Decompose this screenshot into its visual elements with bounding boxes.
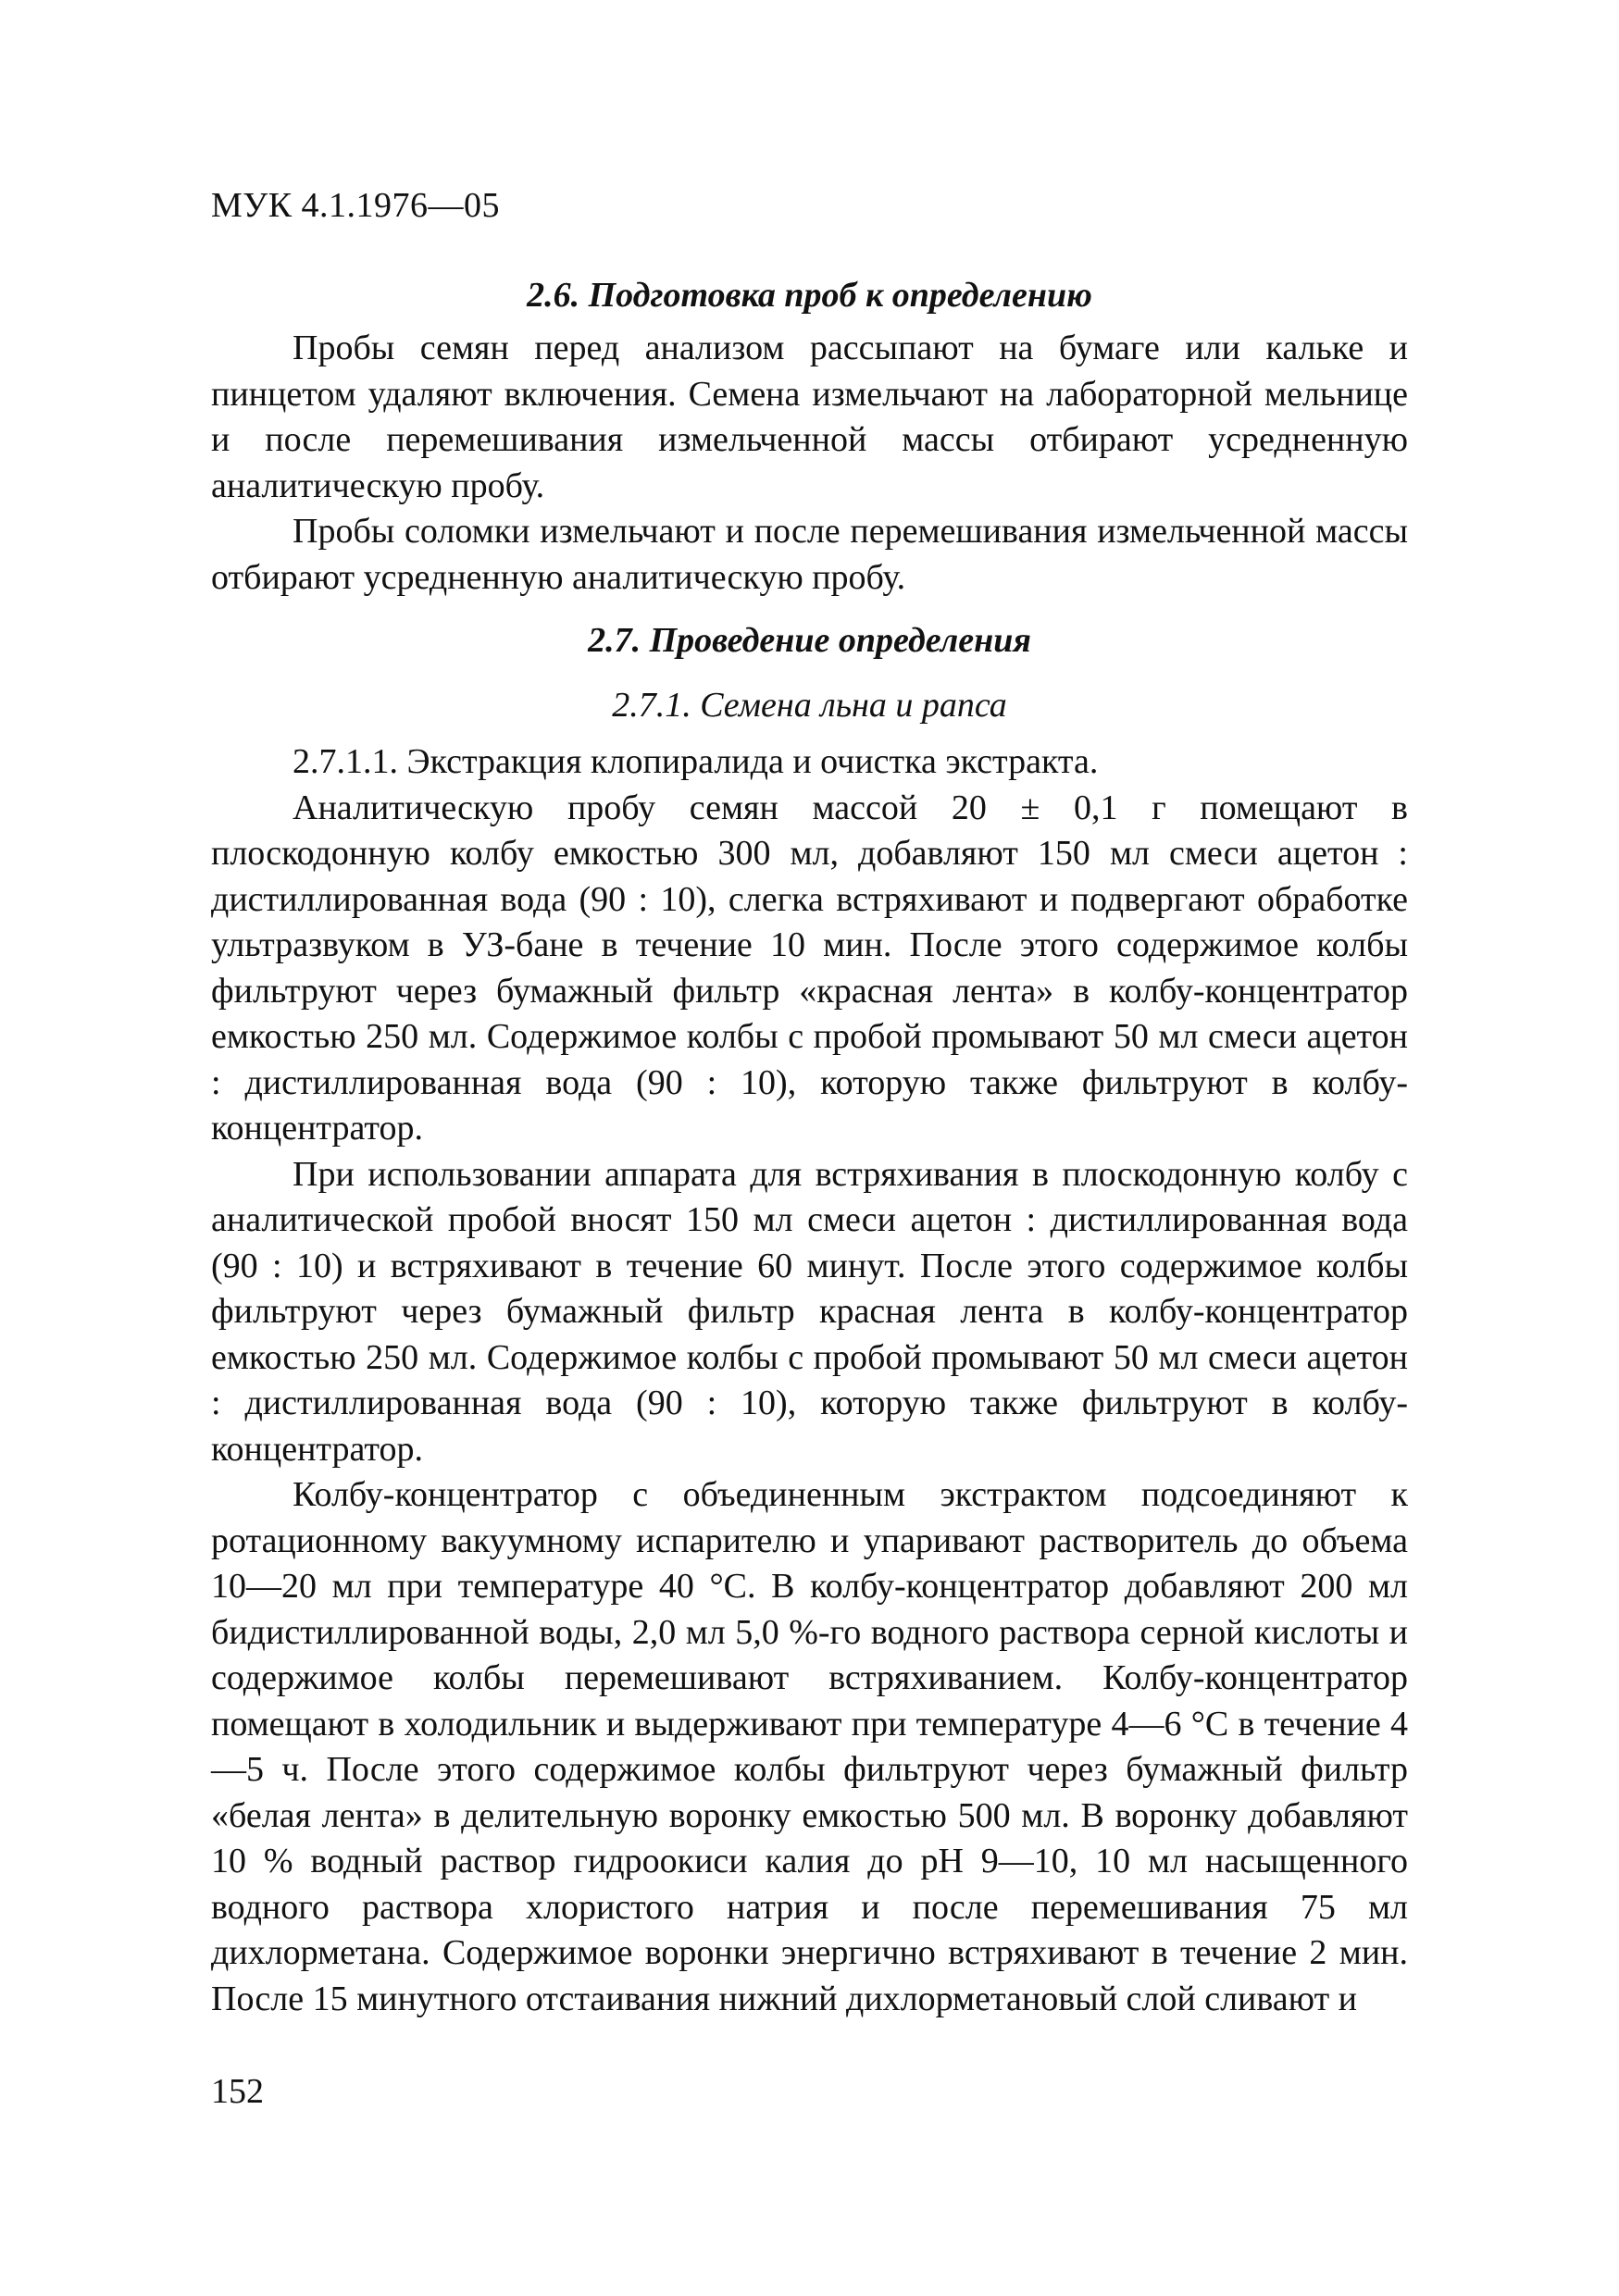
page-number: 152 (211, 2072, 264, 2111)
paragraph: Колбу-концентратор с объединенным экстрактом подсоединяют к ротационному вакуумному испарителю и упаривают растворитель до объема 10—20 мл при температуре 40 °С. В колбу-концентратор добавляют 200 мл бидистиллированной воды, 2,0 мл 5,0 %-го водного раствора серной кислоты и содержимое колбы перемешивают встряхиванием. Колбу-концентратор помещают в холодильник и выдерживают при температуре 4—6 °С в течение 4—5 ч. После этого содержимое колбы фильтруют через бумажный фильтр «белая лента» в делительную воронку емкостью 500 мл. В воронку добавляют 10 % водный раствор гидроокиси калия до рН 9—10, 10 мл насыщенного водного раствора хлористого натрия и после перемешивания 75 мл дихлорметана. Содержимое воронки энергично встряхивают в течение 2 мин. После 15 минутного отстаивания нижний дихлорметановый слой сливают и (211, 1475, 1408, 2018)
page-content (211, 265, 1408, 2022)
paragraph: Пробы семян перед анализом рассыпают на бумаге или кальке и пинцетом удаляют включения. Семена измельчают на лабораторной мельнице и после перемешивания измельченной массы отбирают усредненную аналитическую пробу. (211, 329, 1408, 505)
paragraph: При использовании аппарата для встряхивания в плоскодонную колбу с аналитической пробой вносят 150 мл смеси ацетон : дистиллированная вода (90 : 10) и встряхивают в течение 60 минут. После этого содержимое колбы фильтруют через бумажный фильтр красная лента в колбу-концентратор емкостью 250 мл. Содержимое колбы с пробой промывают 50 мл смеси ацетон : дистиллированная вода (90 : 10), которую также фильтруют в колбу-концентратор. (211, 1154, 1408, 1469)
paragraph: 2.7.1.1. Экстракция клопиралида и очистка экстракта. (293, 742, 1099, 781)
subsection-title-2-7-1: 2.7.1. Семена льна и рапса (612, 686, 1007, 725)
paragraph: Пробы соломки измельчают и после перемешивания измельченной массы отбирают усредненную аналитическую пробу. (211, 512, 1408, 597)
section-title-2-7: 2.7. Проведение определения (588, 621, 1031, 660)
document-code-header: МУК 4.1.1976—05 (211, 186, 501, 225)
section-title-2-6: 2.6. Подготовка проб к определению (527, 276, 1092, 315)
paragraph: Аналитическую пробу семян массой 20 ± 0,1 г помещают в плоскодонную колбу емкостью 300 мл, добавляют 150 мл смеси ацетон : дистиллированная вода (90 : 10), слегка встряхивают и подвергают обработке ультразвуком в УЗ-бане в течение 10 мин. После этого содержимое колбы фильтруют через бумажный фильтр «красная лента» в колбу-концентратор емкостью 250 мл. Содержимое колбы с пробой промывают 50 мл смеси ацетон : дистиллированная вода (90 : 10), которую также фильтруют в колбу-концентратор. (211, 788, 1408, 1148)
